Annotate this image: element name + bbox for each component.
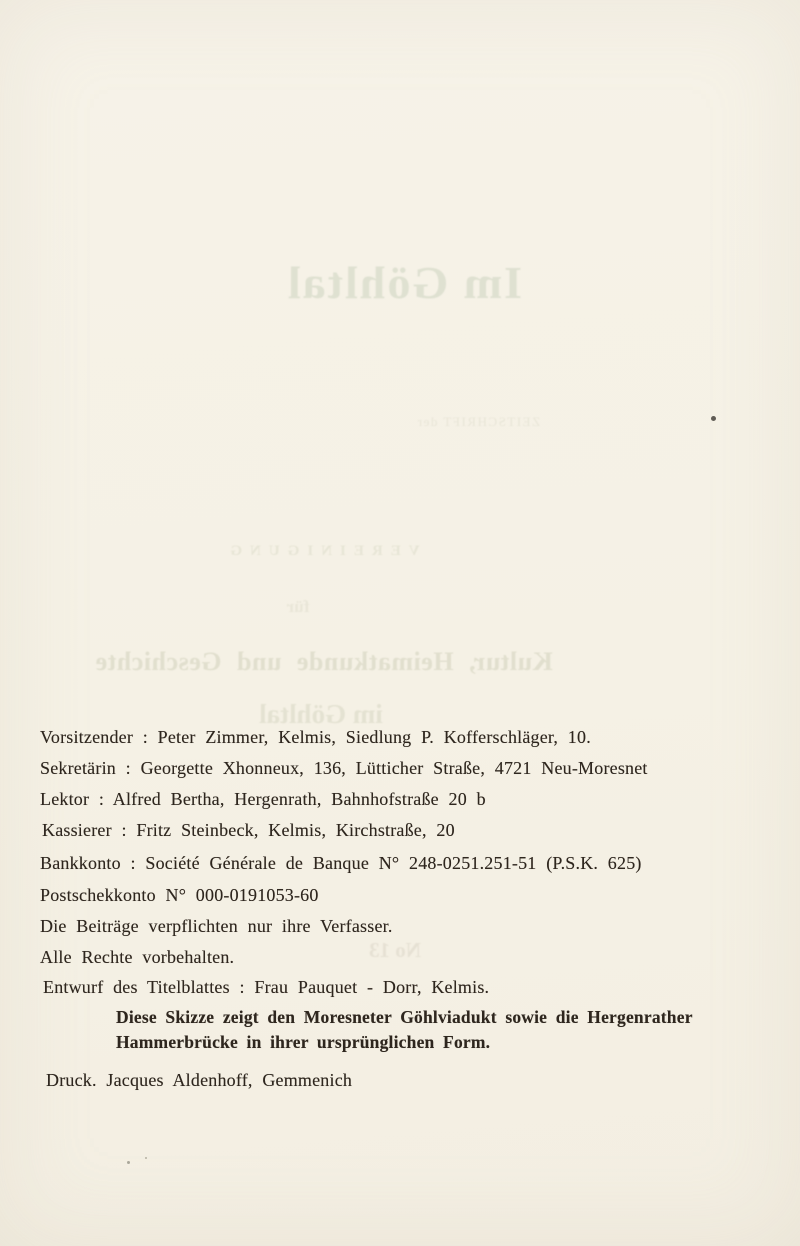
- bleedthrough-vereinigung: VEREINIGUNG: [222, 543, 420, 559]
- imprint-line-kassierer: Kassierer : Fritz Steinbeck, Kelmis, Kirchstraße, 20: [42, 820, 455, 840]
- imprint-line-beitraege: Die Beiträge verpflichten nur ihre Verfasser.: [40, 916, 393, 936]
- paper-speck: [145, 1157, 147, 1159]
- bleedthrough-kultur-line: Kultur, Heimatkunde und Geschichte: [95, 647, 553, 676]
- bleedthrough-journal-title: Im Göhltal: [286, 257, 522, 308]
- imprint-line-lektor: Lektor : Alfred Bertha, Hergenrath, Bahnhofstraße 20 b: [40, 789, 486, 809]
- imprint-line-entwurf: Entwurf des Titelblattes : Frau Pauquet - Dorr, Kelmis.: [43, 977, 490, 997]
- paper-speck: [127, 1161, 130, 1164]
- bleedthrough-fuer: für: [286, 597, 310, 616]
- bleedthrough-zeitschrift: ZEITSCHRIFT der: [416, 414, 540, 429]
- imprint-line-bankkonto: Bankkonto : Société Générale de Banque N° 248-0251.251-51 (P.S.K. 625): [40, 853, 642, 873]
- imprint-line-postschekkonto: Postschekkonto N° 000-0191053-60: [40, 885, 319, 905]
- imprint-line-druck: Druck. Jacques Aldenhoff, Gemmenich: [46, 1070, 353, 1090]
- bleedthrough-im-goehltal: im Göhltal: [259, 699, 383, 729]
- imprint-line-rechte: Alle Rechte vorbehalten.: [40, 947, 235, 967]
- bleedthrough-issue-number: No 13: [369, 938, 421, 962]
- imprint-note-line-1: Diese Skizze zeigt den Moresneter Göhlviadukt sowie die Hergenrather: [116, 1007, 693, 1027]
- imprint-note-line-2: Hammerbrücke in ihrer ursprünglichen Form.: [116, 1032, 491, 1052]
- ink-speck: [711, 416, 716, 421]
- imprint-line-vorsitzender: Vorsitzender : Peter Zimmer, Kelmis, Siedlung P. Kofferschläger, 10.: [40, 727, 591, 747]
- imprint-line-sekretaerin: Sekretärin : Georgette Xhonneux, 136, Lütticher Straße, 4721 Neu-Moresnet: [40, 758, 648, 778]
